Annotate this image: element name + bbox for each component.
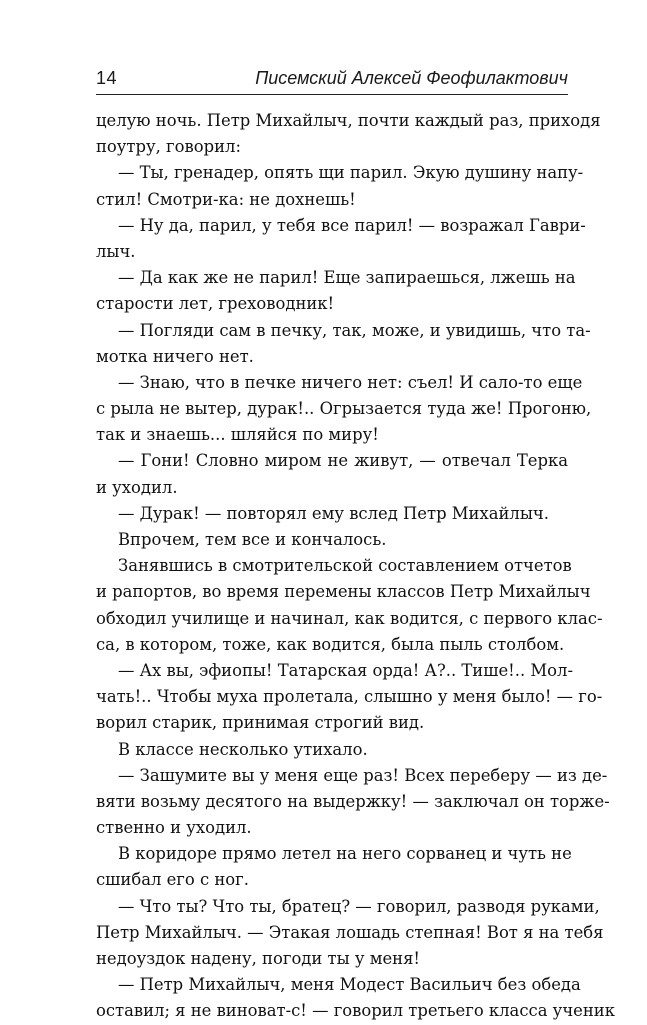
text-line: недоуздок надену, погоди ты у меня! bbox=[96, 949, 421, 968]
header-rule bbox=[96, 94, 568, 95]
text-line: с рыла не вытер, дурак!.. Огрызается туда же! Прогоню, bbox=[96, 399, 592, 419]
text-line: вяти возьму десятого на выдержку! — заключал он торже- bbox=[96, 791, 610, 811]
text-line: — Знаю, что в печке ничего нет: съел! И сало-то еще bbox=[118, 372, 583, 392]
text-line: и рапортов, во время перемены классов Петр Михайлыч bbox=[96, 582, 591, 602]
text-line: — Ах вы, эфиопы! Татарская орда! А?.. Тише!.. Мол- bbox=[118, 660, 573, 680]
text-line: са, в котором, тоже, как водится, была пыль столбом. bbox=[96, 634, 565, 654]
text-line: обходил училище и начинал, как водится, с первого клас- bbox=[96, 608, 603, 628]
page-header bbox=[96, 68, 568, 94]
text-line: стил! Смотри-ка: не дохнешь! bbox=[96, 189, 356, 209]
text-line: — Гони! Словно миром не живут, — отвечал Терка bbox=[118, 451, 568, 471]
text-line: — Ну да, парил, у тебя все парил! — возражал Гаври- bbox=[118, 215, 586, 235]
text-line: сшибал его с ног. bbox=[96, 870, 249, 890]
page-number: 14 bbox=[96, 68, 118, 88]
text-line: Занявшись в смотрительской составлением отчетов bbox=[118, 556, 572, 576]
text-line: — Зашумите вы у меня еще раз! Всех переберу — из де- bbox=[118, 765, 608, 785]
text-line: В коридоре прямо летел на него сорванец и чуть не bbox=[118, 844, 572, 864]
text-line: — Что ты? Что ты, братец? — говорил, разводя руками, bbox=[118, 896, 600, 916]
text-line: В классе несколько утихало. bbox=[118, 739, 368, 759]
running-title: Писемский Алексей Феофилактович bbox=[255, 68, 568, 88]
text-line: ственно и уходил. bbox=[96, 818, 252, 838]
text-line: — Да как же не парил! Еще запираешься, лжешь на bbox=[118, 268, 576, 288]
text-line: Впрочем, тем все и кончалось. bbox=[118, 530, 387, 549]
text-line: поутру, говорил: bbox=[96, 137, 241, 157]
text-line: старости лет, греховодник! bbox=[96, 294, 335, 314]
text-line: оставил; я не виноват-с! — говорил третьего класса ученик bbox=[96, 1001, 615, 1021]
text-line: — Дурак! — повторял ему вслед Петр Михайлыч. bbox=[118, 503, 549, 523]
body-text bbox=[96, 108, 615, 1025]
text-line: — Погляди сам в печку, так, може, и увидишь, что та- bbox=[118, 320, 591, 340]
text-line: Петр Михайлыч. — Этакая лошадь степная! Вот я на тебя bbox=[96, 922, 604, 942]
text-line: ворил старик, принимая строгий вид. bbox=[96, 713, 425, 733]
text-line: — Ты, гренадер, опять щи парил. Экую душину напу- bbox=[118, 163, 584, 183]
text-line: лыч. bbox=[96, 241, 136, 261]
text-line: и уходил. bbox=[96, 477, 178, 497]
text-line: — Петр Михайлыч, меня Модест Васильич без обеда bbox=[118, 975, 581, 995]
text-line: целую ночь. Петр Михайлыч, почти каждый раз, приходя bbox=[96, 111, 601, 130]
text-line: так и знаешь... шляйся по миру! bbox=[96, 425, 379, 445]
text-line: чать!.. Чтобы муха пролетала, слышно у меня было! — го- bbox=[96, 687, 603, 707]
text-line: мотка ничего нет. bbox=[96, 346, 254, 366]
